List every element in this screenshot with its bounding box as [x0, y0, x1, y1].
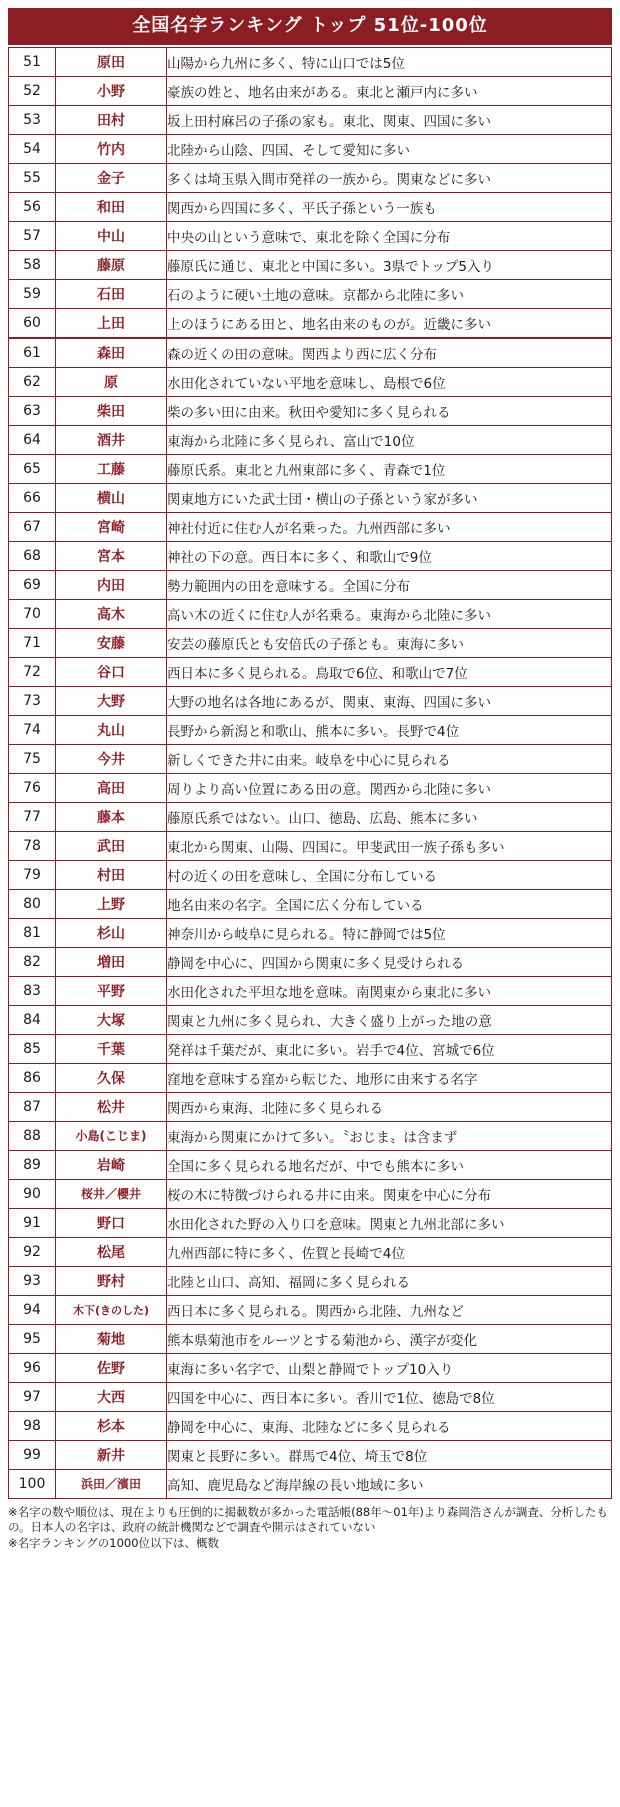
surname-cell: 酒井 [56, 425, 167, 454]
table-row [9, 454, 612, 483]
surname-cell: 宮本 [56, 541, 167, 570]
description-cell: 水田化された野の入り口を意味。関東と九州北部に多い [167, 1208, 612, 1237]
description-cell: 北陸と山口、高知、福岡に多く見られる [167, 1266, 612, 1295]
table-row [9, 308, 612, 338]
table-row [9, 570, 612, 599]
description-cell: 新しくできた井に由来。岐阜を中心に見られる [167, 744, 612, 773]
table-row [9, 192, 612, 221]
surname-cell: 金子 [56, 163, 167, 192]
table-row [9, 1382, 612, 1411]
rank-cell: 63 [9, 396, 56, 425]
rank-cell: 99 [9, 1440, 56, 1469]
description-cell: 森の近くの田の意味。関西より西に広く分布 [167, 338, 612, 368]
rank-cell: 52 [9, 76, 56, 105]
surname-cell: 木下(きのした) [56, 1295, 167, 1324]
surname-cell: 中山 [56, 221, 167, 250]
description-cell: 地名由来の名字。全国に広く分布している [167, 889, 612, 918]
rank-cell: 64 [9, 425, 56, 454]
description-cell: 関東と長野に多い。群馬で4位、埼玉で8位 [167, 1440, 612, 1469]
table-row [9, 1150, 612, 1179]
description-cell: 四国を中心に、西日本に多い。香川で1位、徳島で8位 [167, 1382, 612, 1411]
surname-cell: 高木 [56, 599, 167, 628]
table-row [9, 1034, 612, 1063]
rank-cell: 70 [9, 599, 56, 628]
rank-cell: 98 [9, 1411, 56, 1440]
rank-cell: 69 [9, 570, 56, 599]
table-row [9, 512, 612, 541]
description-cell: 全国に多く見られる地名だが、中でも熊本に多い [167, 1150, 612, 1179]
rank-cell: 87 [9, 1092, 56, 1121]
table-row [9, 221, 612, 250]
description-cell: 西日本に多く見られる。鳥取で6位、和歌山で7位 [167, 657, 612, 686]
description-cell: 窪地を意味する窪から転じた、地形に由来する名字 [167, 1063, 612, 1092]
table-row [9, 860, 612, 889]
surname-cell: 原 [56, 367, 167, 396]
rank-cell: 94 [9, 1295, 56, 1324]
table-row [9, 1324, 612, 1353]
table-row [9, 744, 612, 773]
table-row [9, 831, 612, 860]
surname-cell: 岩崎 [56, 1150, 167, 1179]
table-row [9, 889, 612, 918]
table-row [9, 599, 612, 628]
rank-cell: 71 [9, 628, 56, 657]
surname-cell: 松井 [56, 1092, 167, 1121]
surname-cell: 野口 [56, 1208, 167, 1237]
table-row [9, 918, 612, 947]
rank-cell: 59 [9, 279, 56, 308]
table-row [9, 1266, 612, 1295]
rank-cell: 67 [9, 512, 56, 541]
rank-cell: 95 [9, 1324, 56, 1353]
ranking-table-body [9, 47, 612, 1498]
rank-cell: 89 [9, 1150, 56, 1179]
table-row [9, 1353, 612, 1382]
description-cell: 関東地方にいた武士団・横山の子孫という家が多い [167, 483, 612, 512]
rank-cell: 84 [9, 1005, 56, 1034]
rank-cell: 77 [9, 802, 56, 831]
surname-cell: 田村 [56, 105, 167, 134]
table-row [9, 1295, 612, 1324]
rank-cell: 78 [9, 831, 56, 860]
description-cell: 豪族の姓と、地名由来がある。東北と瀬戸内に多い [167, 76, 612, 105]
table-row [9, 773, 612, 802]
table-row [9, 1092, 612, 1121]
surname-cell: 村田 [56, 860, 167, 889]
surname-cell: 大西 [56, 1382, 167, 1411]
table-row [9, 1005, 612, 1034]
description-cell: 水田化されていない平地を意味し、島根で6位 [167, 367, 612, 396]
rank-cell: 85 [9, 1034, 56, 1063]
description-cell: 桜の木に特徴づけられる井に由来。関東を中心に分布 [167, 1179, 612, 1208]
description-cell: 九州西部に特に多く、佐賀と長崎で4位 [167, 1237, 612, 1266]
description-cell: 多くは埼玉県入間市発祥の一族から。関東などに多い [167, 163, 612, 192]
description-cell: 周りより高い位置にある田の意。関西から北陸に多い [167, 773, 612, 802]
table-row [9, 279, 612, 308]
description-cell: 高い木の近くに住む人が名乗る。東海から北陸に多い [167, 599, 612, 628]
surname-cell: 松尾 [56, 1237, 167, 1266]
surname-cell: 藤本 [56, 802, 167, 831]
surname-cell: 千葉 [56, 1034, 167, 1063]
rank-cell: 73 [9, 686, 56, 715]
surname-cell: 小島(こじま) [56, 1121, 167, 1150]
description-cell: 東海から北陸に多く見られ、富山で10位 [167, 425, 612, 454]
description-cell: 上のほうにある田と、地名由来のものが。近畿に多い [167, 308, 612, 338]
surname-cell: 佐野 [56, 1353, 167, 1382]
rank-cell: 86 [9, 1063, 56, 1092]
table-row [9, 1063, 612, 1092]
rank-cell: 54 [9, 134, 56, 163]
surname-cell: 安藤 [56, 628, 167, 657]
surname-cell: 上田 [56, 308, 167, 338]
surname-cell: 宮崎 [56, 512, 167, 541]
table-row [9, 686, 612, 715]
table-row [9, 367, 612, 396]
rank-cell: 81 [9, 918, 56, 947]
description-cell: 柴の多い田に由来。秋田や愛知に多く見られる [167, 396, 612, 425]
table-row [9, 1121, 612, 1150]
rank-cell: 76 [9, 773, 56, 802]
surname-cell: 小野 [56, 76, 167, 105]
description-cell: 石のように硬い土地の意味。京都から北陸に多い [167, 279, 612, 308]
surname-cell: 平野 [56, 976, 167, 1005]
surname-cell: 竹内 [56, 134, 167, 163]
table-row [9, 541, 612, 570]
table-row [9, 628, 612, 657]
description-cell: 藤原氏に通じ、東北と中国に多い。3県でトップ5入り [167, 250, 612, 279]
description-cell: 東海に多い名字で、山梨と静岡でトップ10入り [167, 1353, 612, 1382]
surname-cell: 上野 [56, 889, 167, 918]
rank-cell: 62 [9, 367, 56, 396]
surname-cell: 横山 [56, 483, 167, 512]
rank-cell: 92 [9, 1237, 56, 1266]
table-row [9, 483, 612, 512]
footnote-2: ※名字ランキングの1000位以下は、概数 [8, 1535, 220, 1550]
rank-cell: 96 [9, 1353, 56, 1382]
surname-cell: 大塚 [56, 1005, 167, 1034]
table-row [9, 1179, 612, 1208]
rank-cell: 68 [9, 541, 56, 570]
rank-cell: 83 [9, 976, 56, 1005]
table-row [9, 1469, 612, 1498]
ranking-table [8, 47, 612, 1499]
rank-cell: 79 [9, 860, 56, 889]
rank-cell: 58 [9, 250, 56, 279]
surname-cell: 大野 [56, 686, 167, 715]
description-cell: 山陽から九州に多く、特に山口では5位 [167, 47, 612, 76]
footnotes [8, 1505, 612, 1552]
description-cell: 大野の地名は各地にあるが、関東、東海、四国に多い [167, 686, 612, 715]
table-row [9, 1440, 612, 1469]
rank-cell: 91 [9, 1208, 56, 1237]
surname-cell: 増田 [56, 947, 167, 976]
rank-cell: 51 [9, 47, 56, 76]
rank-cell: 55 [9, 163, 56, 192]
rank-cell: 74 [9, 715, 56, 744]
description-cell: 藤原氏系ではない。山口、徳島、広島、熊本に多い [167, 802, 612, 831]
description-cell: 高知、鹿児島など海岸線の長い地域に多い [167, 1469, 612, 1498]
table-row [9, 163, 612, 192]
rank-cell: 97 [9, 1382, 56, 1411]
surname-cell: 杉本 [56, 1411, 167, 1440]
rank-cell: 57 [9, 221, 56, 250]
rank-cell: 60 [9, 308, 56, 338]
rank-cell: 66 [9, 483, 56, 512]
rank-cell: 100 [9, 1469, 56, 1498]
table-row [9, 76, 612, 105]
table-row [9, 396, 612, 425]
table-row [9, 1208, 612, 1237]
surname-cell: 柴田 [56, 396, 167, 425]
footnote-1: ※名字の数や順位は、現在よりも圧倒的に掲載数が多かった電話帳(88年〜01年)より森岡浩さんが調査、分析したもの。日本人の名字は、政府の統計機関などで調査や開示はされていない [8, 1504, 608, 1535]
table-row [9, 947, 612, 976]
surname-cell: 久保 [56, 1063, 167, 1092]
table-row [9, 802, 612, 831]
page-title: 全国名字ランキング トップ 51位-100位 [8, 8, 612, 45]
surname-cell: 杉山 [56, 918, 167, 947]
rank-cell: 72 [9, 657, 56, 686]
table-row [9, 976, 612, 1005]
description-cell: 静岡を中心に、四国から関東に多く見受けられる [167, 947, 612, 976]
table-row [9, 715, 612, 744]
description-cell: 水田化された平坦な地を意味。南関東から東北に多い [167, 976, 612, 1005]
description-cell: 長野から新潟と和歌山、熊本に多い。長野で4位 [167, 715, 612, 744]
surname-cell: 内田 [56, 570, 167, 599]
surname-cell: 高田 [56, 773, 167, 802]
description-cell: 中央の山という意味で、東北を除く全国に分布 [167, 221, 612, 250]
table-row [9, 1411, 612, 1440]
surname-cell: 桜井／櫻井 [56, 1179, 167, 1208]
surname-cell: 谷口 [56, 657, 167, 686]
table-row [9, 338, 612, 368]
description-cell: 藤原氏系。東北と九州東部に多く、青森で1位 [167, 454, 612, 483]
surname-cell: 菊地 [56, 1324, 167, 1353]
table-row [9, 425, 612, 454]
description-cell: 村の近くの田を意味し、全国に分布している [167, 860, 612, 889]
surname-cell: 浜田／濱田 [56, 1469, 167, 1498]
surname-cell: 新井 [56, 1440, 167, 1469]
rank-cell: 65 [9, 454, 56, 483]
description-cell: 北陸から山陰、四国、そして愛知に多い [167, 134, 612, 163]
rank-cell: 61 [9, 338, 56, 368]
table-row [9, 250, 612, 279]
description-cell: 勢力範囲内の田を意味する。全国に分布 [167, 570, 612, 599]
description-cell: 安芸の藤原氏とも安倍氏の子孫とも。東海に多い [167, 628, 612, 657]
description-cell: 坂上田村麻呂の子孫の家も。東北、関東、四国に多い [167, 105, 612, 134]
rank-cell: 90 [9, 1179, 56, 1208]
rank-cell: 80 [9, 889, 56, 918]
description-cell: 東北から関東、山陽、四国に。甲斐武田一族子孫も多い [167, 831, 612, 860]
surname-cell: 武田 [56, 831, 167, 860]
surname-cell: 藤原 [56, 250, 167, 279]
table-row [9, 134, 612, 163]
description-cell: 神社付近に住む人が名乗った。九州西部に多い [167, 512, 612, 541]
surname-cell: 工藤 [56, 454, 167, 483]
table-row [9, 47, 612, 76]
description-cell: 神社の下の意。西日本に多く、和歌山で9位 [167, 541, 612, 570]
rank-cell: 93 [9, 1266, 56, 1295]
surname-cell: 和田 [56, 192, 167, 221]
surname-cell: 丸山 [56, 715, 167, 744]
table-row [9, 105, 612, 134]
rank-cell: 53 [9, 105, 56, 134]
description-cell: 関西から東海、北陸に多く見られる [167, 1092, 612, 1121]
description-cell: 静岡を中心に、東海、北陸などに多く見られる [167, 1411, 612, 1440]
rank-cell: 75 [9, 744, 56, 773]
description-cell: 熊本県菊池市をルーツとする菊池から、漢字が変化 [167, 1324, 612, 1353]
surname-cell: 今井 [56, 744, 167, 773]
description-cell: 東海から関東にかけて多い。〝おじま〟は含まず [167, 1121, 612, 1150]
surname-cell: 野村 [56, 1266, 167, 1295]
surname-cell: 原田 [56, 47, 167, 76]
surname-cell: 石田 [56, 279, 167, 308]
surname-cell: 森田 [56, 338, 167, 368]
description-cell: 発祥は千葉だが、東北に多い。岩手で4位、宮城で6位 [167, 1034, 612, 1063]
rank-cell: 88 [9, 1121, 56, 1150]
table-row [9, 1237, 612, 1266]
rank-cell: 82 [9, 947, 56, 976]
rank-cell: 56 [9, 192, 56, 221]
description-cell: 関東と九州に多く見られ、大きく盛り上がった地の意 [167, 1005, 612, 1034]
description-cell: 西日本に多く見られる。関西から北陸、九州など [167, 1295, 612, 1324]
table-row [9, 657, 612, 686]
description-cell: 関西から四国に多く、平氏子孫という一族も [167, 192, 612, 221]
description-cell: 神奈川から岐阜に見られる。特に静岡では5位 [167, 918, 612, 947]
